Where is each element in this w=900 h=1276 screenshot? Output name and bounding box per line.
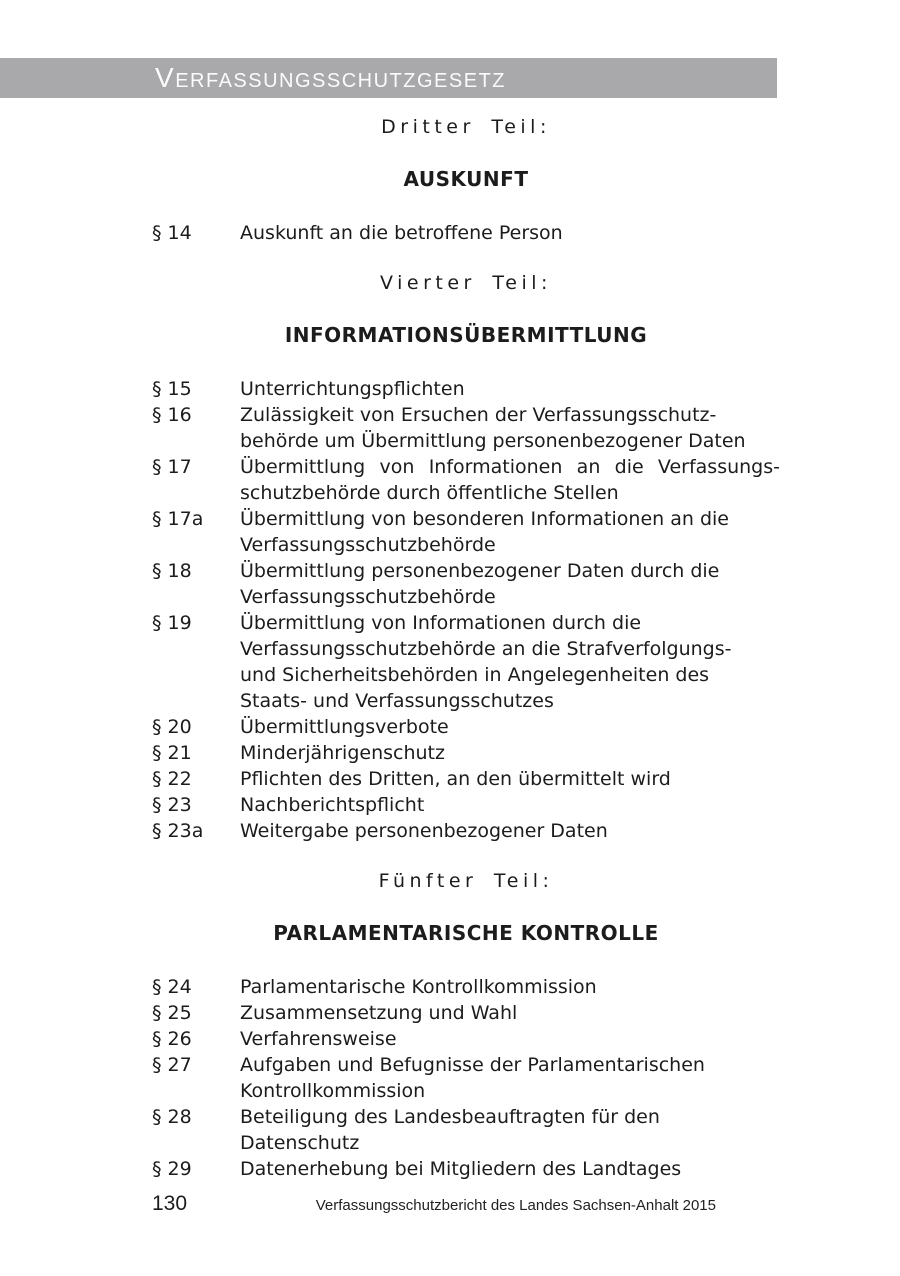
entry-title-line: Übermittlung von Informationen durch die: [240, 612, 642, 634]
entry-title: [240, 1156, 780, 1182]
entry-title-line: Zusammensetzung und Wahl: [240, 1002, 518, 1024]
entry-title: [240, 558, 780, 610]
entry-ref: § 27: [152, 1054, 192, 1076]
part-heading: Fünfter Teil:: [378, 870, 554, 892]
toc-entry: [152, 1052, 780, 1104]
entry-title: [240, 1026, 780, 1052]
entry-title-line: Datenschutz: [240, 1132, 360, 1154]
part-title: PARLAMENTARISCHE KONTROLLE: [273, 921, 659, 945]
entry-title-line: und Sicherheitsbehörden in Angelegenheiten des: [240, 664, 710, 686]
entry-ref: § 17: [152, 456, 192, 478]
entry-title-line: behörde um Übermittlung personenbezogener Daten: [240, 430, 746, 452]
entry-title-line: schutzbehörde durch öffentliche Stellen: [240, 482, 619, 504]
entry-title-line: Verfassungsschutzbehörde: [240, 534, 496, 556]
toc-entry: [152, 1026, 780, 1052]
toc-entry: [152, 740, 780, 766]
toc-entry: [152, 792, 780, 818]
entry-ref: § 14: [152, 222, 192, 244]
part-title: INFORMATIONSÜBERMITTLUNG: [284, 323, 648, 347]
chapter-header-bar: [0, 58, 777, 98]
toc-entry: [152, 610, 780, 714]
toc-entry: [152, 1156, 780, 1182]
entry-title: [240, 1104, 780, 1156]
entry-title: [240, 792, 780, 818]
footer-report-title: Verfassungsschutzbericht des Landes Sachsen-Anhalt 2015: [315, 1197, 716, 1214]
toc-entry: [152, 454, 780, 506]
entry-ref: § 23: [152, 794, 192, 816]
toc-entry: [152, 220, 780, 246]
entry-ref: § 22: [152, 768, 192, 790]
part-heading: Vierter Teil:: [380, 272, 552, 294]
entry-title-line: Parlamentarische Kontrollkommission: [240, 976, 597, 998]
entry-title: [240, 818, 780, 844]
entry-ref: § 23a: [152, 820, 204, 842]
entry-title-line: Minderjährigenschutz: [240, 742, 445, 764]
entry-title-line: Pflichten des Dritten, an den übermittelt wird: [240, 768, 671, 790]
entry-title-line: Übermittlung von besonderen Informationen an die: [240, 508, 729, 530]
entry-title-line: Auskunft an die betroffene Person: [240, 222, 563, 244]
entry-title: [240, 714, 780, 740]
entry-ref: § 28: [152, 1106, 192, 1128]
toc-entry: [152, 818, 780, 844]
entry-title-line: Beteiligung des Landesbeauftragten für den: [240, 1106, 660, 1128]
entry-title-line: Kontrollkommission: [240, 1080, 426, 1102]
toc-entry: [152, 402, 780, 454]
entry-title: [240, 1052, 780, 1104]
entry-ref: § 25: [152, 1002, 192, 1024]
entry-ref: § 26: [152, 1028, 192, 1050]
entry-ref: § 19: [152, 612, 192, 634]
toc-entry: [152, 558, 780, 610]
toc-entry: [152, 974, 780, 1000]
entry-title: [240, 376, 780, 402]
entry-ref: § 16: [152, 404, 192, 426]
entry-title: [240, 220, 780, 246]
entry-title: [240, 766, 780, 792]
entry-title-line: Staats- und Verfassungsschutzes: [240, 690, 554, 712]
entry-title-line: Übermittlung personenbezogener Daten durch die: [240, 560, 720, 582]
entry-title: [240, 610, 780, 714]
entry-title-line: Datenerhebung bei Mitgliedern des Landtages: [240, 1158, 682, 1180]
entry-title-line: Weitergabe personenbezogener Daten: [240, 820, 608, 842]
entry-title: [240, 506, 780, 558]
entry-title-line: Unterrichtungspflichten: [240, 378, 465, 400]
entry-ref: § 24: [152, 976, 192, 998]
toc-section: [152, 868, 780, 1182]
entry-title: [240, 740, 780, 766]
part-heading: Dritter Teil:: [381, 116, 551, 138]
entry-ref: § 20: [152, 716, 192, 738]
entry-ref: § 15: [152, 378, 192, 400]
entry-ref: § 21: [152, 742, 192, 764]
chapter-title: [0, 64, 506, 92]
entry-ref: § 17a: [152, 508, 204, 530]
chapter-title-initial: V: [155, 62, 176, 93]
entry-title: [240, 454, 780, 506]
entry-title-line: Zulässigkeit von Ersuchen der Verfassungsschutz-: [240, 404, 717, 426]
entry-title-line: Verfahrensweise: [240, 1028, 397, 1050]
entry-title-line: Verfassungsschutzbehörde: [240, 586, 496, 608]
entry-title-line: Übermittlung von Informationen an die Verfassungs-: [240, 456, 780, 478]
toc-entry: [152, 1104, 780, 1156]
entry-title-line: Verfassungsschutzbehörde an die Strafverfolgungs-: [240, 638, 732, 660]
entry-ref: § 18: [152, 560, 192, 582]
page-number: 130: [152, 1192, 188, 1215]
toc-entry: [152, 506, 780, 558]
entry-title: [240, 402, 780, 454]
toc-entry: [152, 714, 780, 740]
table-of-contents: [152, 98, 780, 1182]
chapter-title-rest: ERFASSUNGSSCHUTZGESETZ: [175, 70, 506, 92]
part-title: AUSKUNFT: [403, 167, 529, 191]
toc-section: [152, 114, 780, 246]
entry-title-line: Übermittlungsverbote: [240, 716, 449, 738]
entry-title: [240, 974, 780, 1000]
toc-section: [152, 270, 780, 844]
toc-entry: [152, 376, 780, 402]
toc-entry: [152, 1000, 780, 1026]
page-footer: [152, 1192, 716, 1216]
entry-title-line: Nachberichtspflicht: [240, 794, 425, 816]
entry-title: [240, 1000, 780, 1026]
entry-title-line: Aufgaben und Befugnisse der Parlamentarischen: [240, 1054, 705, 1076]
entry-ref: § 29: [152, 1158, 192, 1180]
toc-entry: [152, 766, 780, 792]
